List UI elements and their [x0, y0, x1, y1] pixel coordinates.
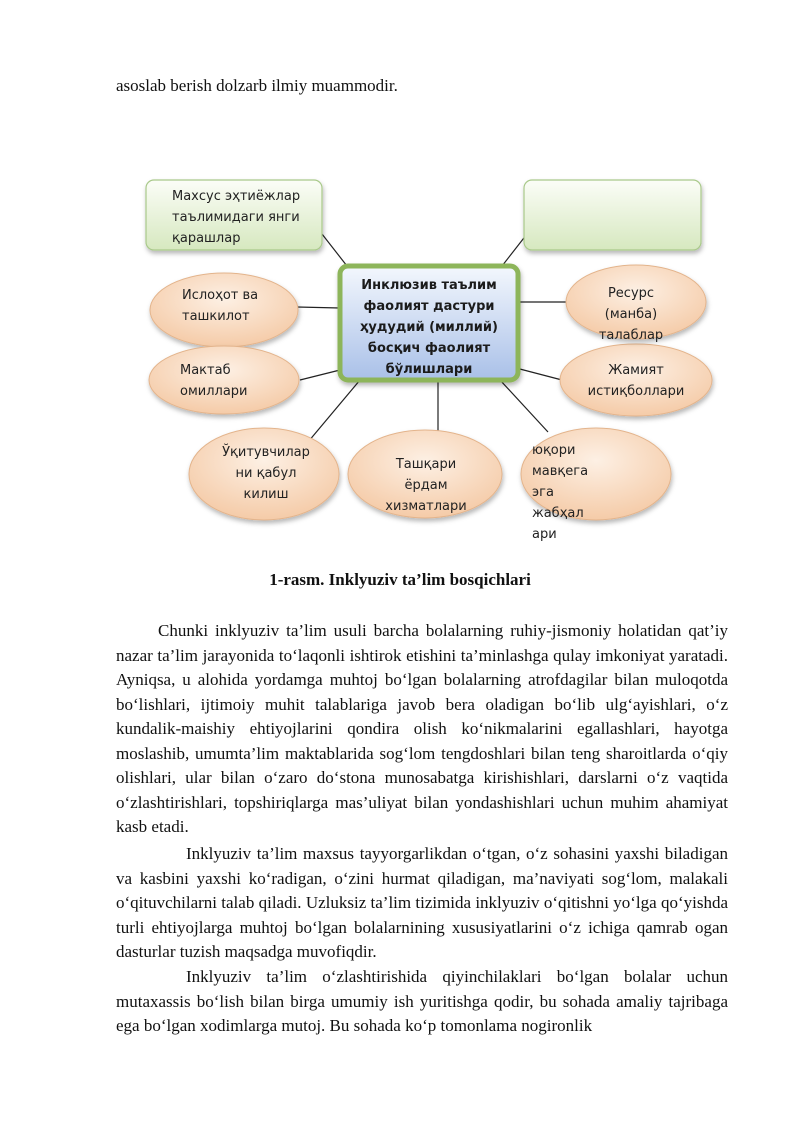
- connector-yuqori: [500, 380, 548, 432]
- yuqori-label: юқори мавқега эга жабҳал ари: [532, 443, 589, 542]
- connector-maktab: [300, 370, 340, 380]
- intro-line: asoslab berish dolzarb ilmiy muammodir.: [116, 76, 398, 95]
- inclusive-education-diagram: [0, 170, 800, 560]
- paragraph-1: Chunki inklyuziv ta’lim usuli barcha bolalarning ruhiy-jismoniy holatidan qat’iy nazar ta’lim jarayonida to‘laqonli ishtirok etishini ta’minlashga qulay imkoniyat yaratadi. Ayniqsa, u alohida yordamga muhtoj bo‘lgan bolalarning atrofdagilar bilan muloqotda bo‘lishlari, ijtimoiy muhit talablariga javob bera oladigan bo‘lib ulg‘ayishlari, o‘z kundalik-maishiy ehtiyojlarini qondira olish ko‘nikmalarini egallashlari, hayotga moslashib, umumta’lim maktablarida sog‘lom tengdoshlari bilan teng sharoitlarda o‘qiy olishlari, ular bilan o‘zaro do‘stona munosabatga kirishishlari, darslarni o‘z vaqtida o‘zlashtirishlari, topshiriqlarga mas’uliyat bilan yondashishlari uchun muhim ahamiyat kasb etadi.: [116, 621, 728, 836]
- connector-top-left: [322, 234, 347, 266]
- tashqari-label: Ташқари ёрдам хизматлари: [385, 457, 467, 514]
- connector-uqituvchilar: [308, 380, 360, 442]
- box-top-right-label: [540, 186, 685, 239]
- islohot-label: Ислоҳот ва ташкилот: [182, 288, 259, 324]
- uqituvchilar-label: Ўқитувчилар ни қабул килиш: [222, 445, 310, 502]
- jamiyat-label: Жамият истиқболлари: [587, 363, 685, 399]
- connector-islohot: [297, 307, 340, 308]
- paragraph-3: Inklyuziv ta’lim o‘zlashtirishida qiyinchilaklari bo‘lgan bolalar uchun mutaxassis bo‘lish bilan birga umumiy ish yuritishga qodir, bu sohada amaliy tajribaga ega bo‘lgan xodimlarga mutoj. Bu sohada ko‘p tomonlama nogironlik: [116, 967, 728, 1035]
- maktab-label: Мактаб омиллари: [180, 363, 248, 399]
- connector-top-right: [502, 234, 527, 266]
- figure-caption: 1-rasm. Inklyuziv ta’lim bosqichlari: [269, 570, 531, 589]
- center-label: Инклюзив таълим фаолият дастури ҳудудий (миллий) босқич фаолият бўлишлари: [360, 278, 498, 377]
- connector-jamiyat: [516, 368, 562, 380]
- paragraph-2: Inklyuziv ta’lim maxsus tayyorgarlikdan o‘tgan, o‘z sohasini yaxshi biladigan va kasbini yaxshi ko‘radigan, o‘zini hurmat qiladigan, ma’naviyati sog‘lom, malakali o‘qituvchilarni talab qiladi. Uzluksiz ta’lim tizimida inklyuziv o‘qitishni yo‘lga qo‘yishda turli ehtiyojlarga muhtoj bo‘lgan bolalarnining xususiyatlarini o‘z ichiga qamrab ogan dasturlar tuzish maqsadga muvofiqdir.: [116, 844, 728, 961]
- box-top-left-label: Махсус эҳтиёжлар таълимидаги янги қарашлар: [172, 189, 301, 246]
- resurs-label: Ресурс (манба) талаблар: [598, 286, 664, 343]
